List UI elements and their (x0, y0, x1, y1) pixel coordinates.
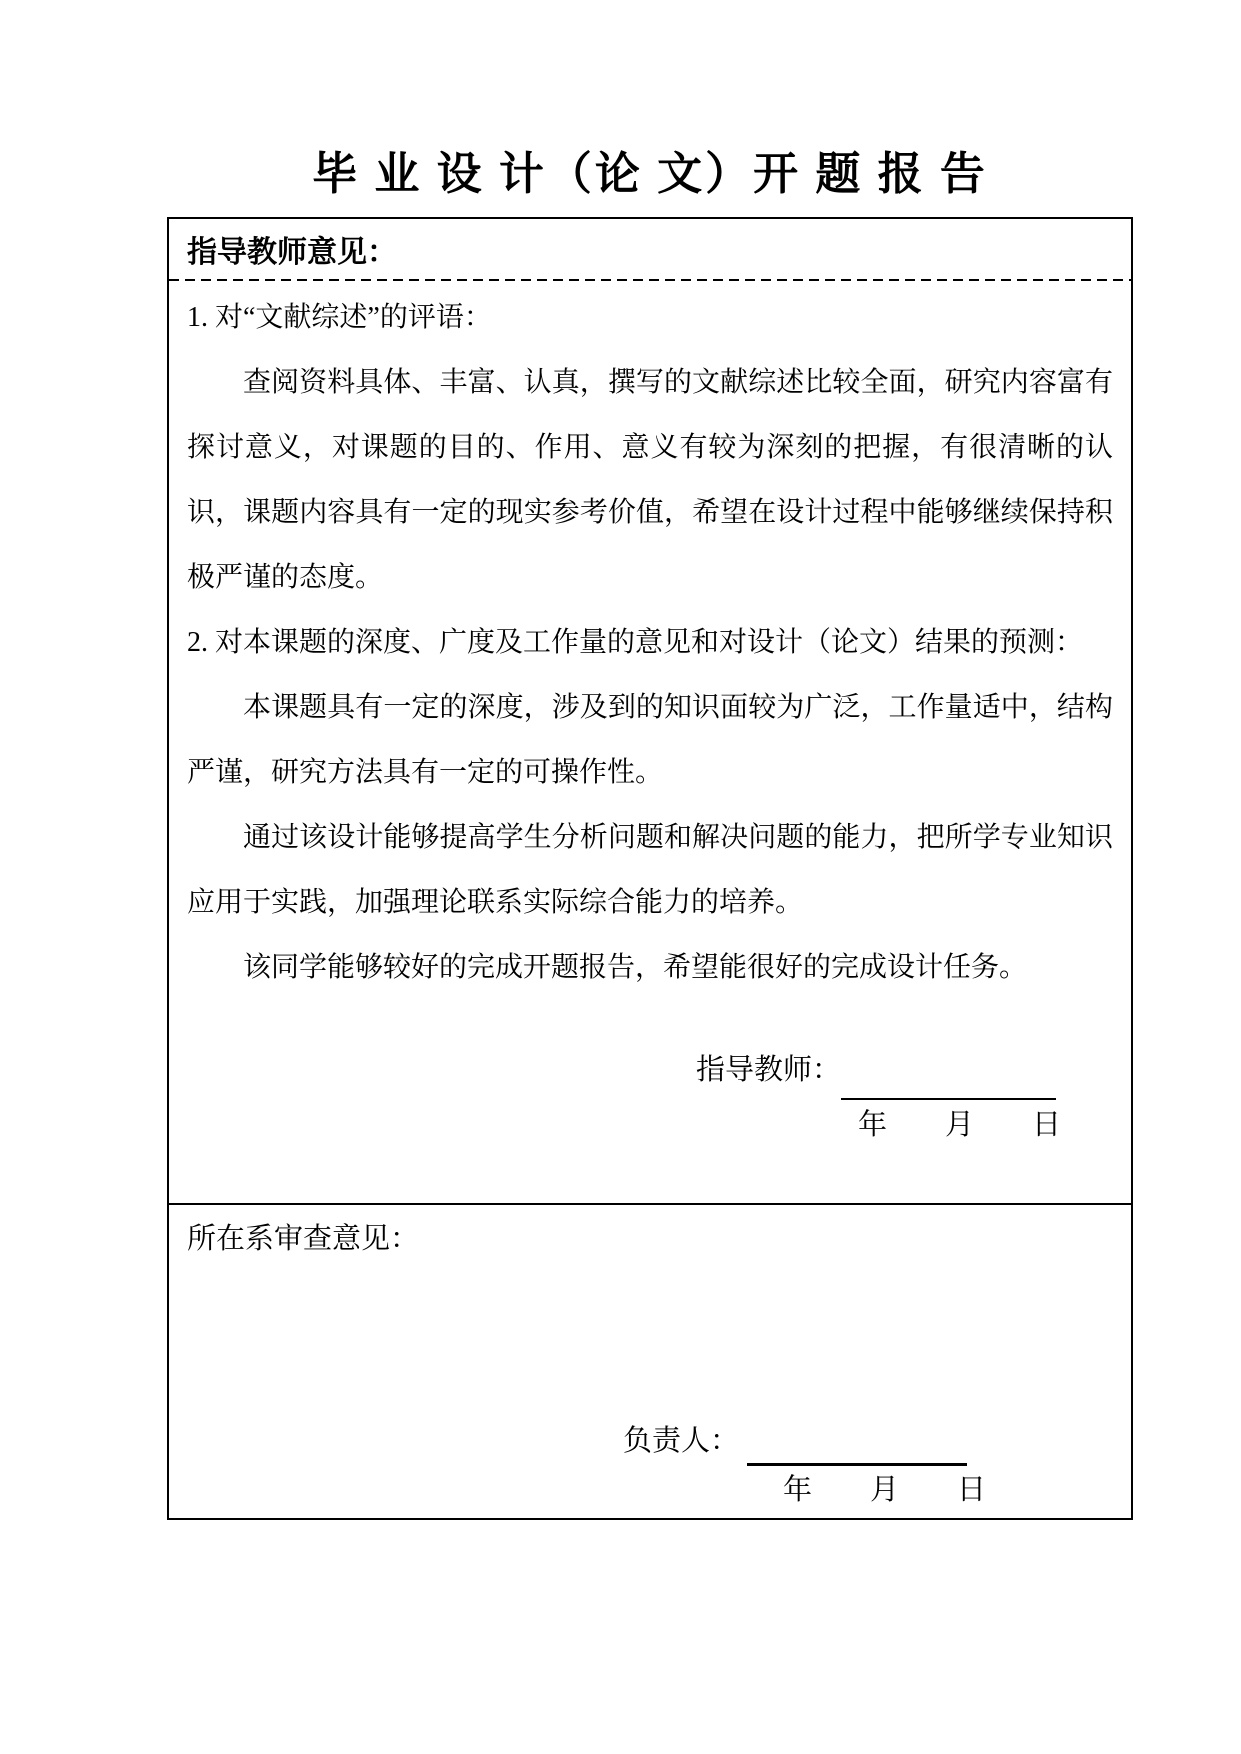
responsible-signature-blank-line (747, 1436, 967, 1466)
report-table (167, 217, 1133, 1520)
department-review-section (169, 1205, 1131, 1516)
item-2-paragraph-2: 通过该设计能够提高学生分析问题和解决问题的能力，把所学专业知识应用于实践，加强理论联系实际综合能力的培养。 (187, 822, 1113, 918)
supervisor-signature-blank-line (841, 1066, 1056, 1100)
item-2-paragraph-1: 本课题具有一定的深度，涉及到的知识面较为广泛，工作量适中，结构严谨，研究方法具有一定的可操作性。 (187, 692, 1113, 788)
department-review-label: 所在系审查意见： (187, 1223, 420, 1255)
supervisor-signature-row (169, 1040, 1131, 1100)
page-title: 毕 业 设 计（论 文）开 题 报 告 (312, 149, 988, 199)
department-date-row: 年 月 日 (782, 1474, 986, 1506)
supervisor-opinion-label: 指导教师意见： (187, 236, 397, 269)
supervisor-signature-label: 指导教师： (695, 1054, 841, 1086)
item-1-heading: 1. 对“文献综述”的评语： (187, 302, 492, 333)
item-1-paragraph: 查阅资料具体、丰富、认真，撰写的文献综述比较全面，研究内容富有探讨意义，对课题的目的、作用、意义有较为深刻的把握，有很清晰的认识，课题内容具有一定的现实参考价值，希望在设计过程中能够继续保持积极严谨的态度。 (187, 367, 1113, 593)
item-2-heading: 2. 对本课题的深度、广度及工作量的意见和对设计（论文）结果的预测： (187, 627, 1084, 658)
responsible-signature-row (187, 1416, 1113, 1466)
responsible-person-label: 负责人： (622, 1425, 739, 1457)
supervisor-date-row: 年 月 日 (857, 1109, 1061, 1141)
supervisor-opinion-section (169, 219, 1131, 1205)
supervisor-opinion-body (169, 281, 1131, 1000)
item-2-paragraph-3: 该同学能够较好的完成开题报告，希望能很好的完成设计任务。 (243, 952, 1028, 983)
